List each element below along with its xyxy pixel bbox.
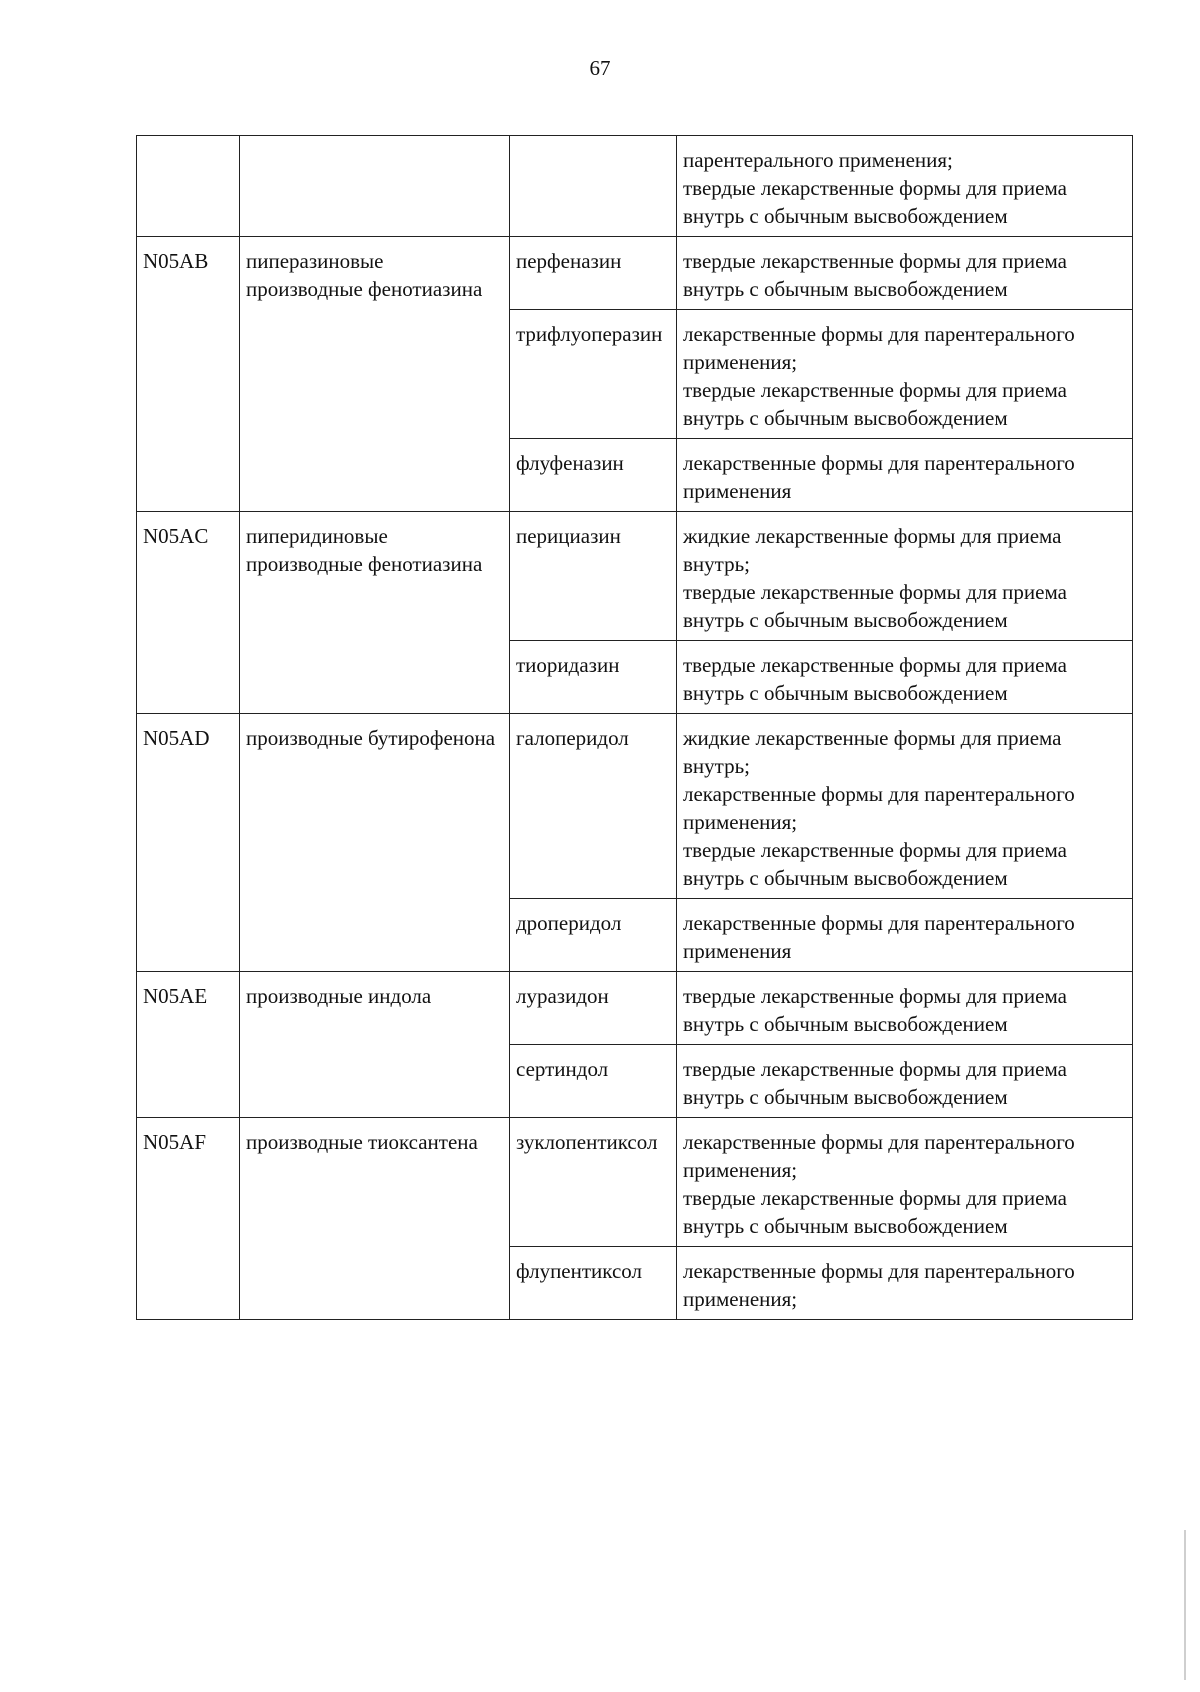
drug-name-cell: перфеназин xyxy=(510,237,677,310)
atc-code-cell: N05AE xyxy=(137,972,240,1118)
table-row xyxy=(137,1118,1133,1247)
table-row xyxy=(137,237,1133,310)
drug-name-cell: сертиндол xyxy=(510,1045,677,1118)
drug-name-cell xyxy=(510,136,677,237)
drug-name-cell: зуклопентиксол xyxy=(510,1118,677,1247)
drug-name-cell: перициазин xyxy=(510,512,677,641)
drug-name-cell: трифлуоперазин xyxy=(510,310,677,439)
table-row xyxy=(137,972,1133,1045)
atc-code-cell xyxy=(137,136,240,237)
drug-name-cell: галоперидол xyxy=(510,714,677,899)
atc-code-cell: N05AF xyxy=(137,1118,240,1320)
atc-code-cell: N05AB xyxy=(137,237,240,512)
drug-name-cell: луразидон xyxy=(510,972,677,1045)
dosage-form-cell: твердые лекарственные формы для приема внутрь с обычным высвобождением xyxy=(677,641,1133,714)
scan-edge-mark xyxy=(1184,1530,1186,1680)
anatomical-group-cell: производные индола xyxy=(240,972,510,1118)
dosage-form-cell: парентерального применения; твердые лекарственные формы для приема внутрь с обычным высвобождением xyxy=(677,136,1133,237)
anatomical-group-cell: пиперазиновые производные фенотиазина xyxy=(240,237,510,512)
dosage-form-cell: лекарственные формы для парентерального применения; xyxy=(677,1247,1133,1320)
anatomical-group-cell: пиперидиновые производные фенотиазина xyxy=(240,512,510,714)
drug-name-cell: флуфеназин xyxy=(510,439,677,512)
dosage-form-cell: жидкие лекарственные формы для приема внутрь; твердые лекарственные формы для приема внутрь с обычным высвобождением xyxy=(677,512,1133,641)
drug-table xyxy=(136,135,1133,1320)
atc-code-cell: N05AD xyxy=(137,714,240,972)
table-row xyxy=(137,512,1133,641)
dosage-form-cell: твердые лекарственные формы для приема внутрь с обычным высвобождением xyxy=(677,972,1133,1045)
anatomical-group-cell xyxy=(240,136,510,237)
page-number: 67 xyxy=(589,56,611,80)
anatomical-group-cell: производные тиоксантена xyxy=(240,1118,510,1320)
dosage-form-cell: лекарственные формы для парентерального применения xyxy=(677,899,1133,972)
dosage-form-cell: жидкие лекарственные формы для приема внутрь; лекарственные формы для парентерального применения; твердые лекарственные формы для приема внутрь с обычным высвобождением xyxy=(677,714,1133,899)
drug-name-cell: тиоридазин xyxy=(510,641,677,714)
dosage-form-cell: твердые лекарственные формы для приема внутрь с обычным высвобождением xyxy=(677,237,1133,310)
table-row xyxy=(137,136,1133,237)
dosage-form-cell: твердые лекарственные формы для приема внутрь с обычным высвобождением xyxy=(677,1045,1133,1118)
drug-name-cell: дроперидол xyxy=(510,899,677,972)
anatomical-group-cell: производные бутирофенона xyxy=(240,714,510,972)
table-row xyxy=(137,714,1133,899)
dosage-form-cell: лекарственные формы для парентерального применения; твердые лекарственные формы для приема внутрь с обычным высвобождением xyxy=(677,1118,1133,1247)
table-body xyxy=(137,136,1133,1320)
dosage-form-cell: лекарственные формы для парентерального применения xyxy=(677,439,1133,512)
drug-name-cell: флупентиксол xyxy=(510,1247,677,1320)
atc-code-cell: N05AC xyxy=(137,512,240,714)
dosage-form-cell: лекарственные формы для парентерального применения; твердые лекарственные формы для приема внутрь с обычным высвобождением xyxy=(677,310,1133,439)
